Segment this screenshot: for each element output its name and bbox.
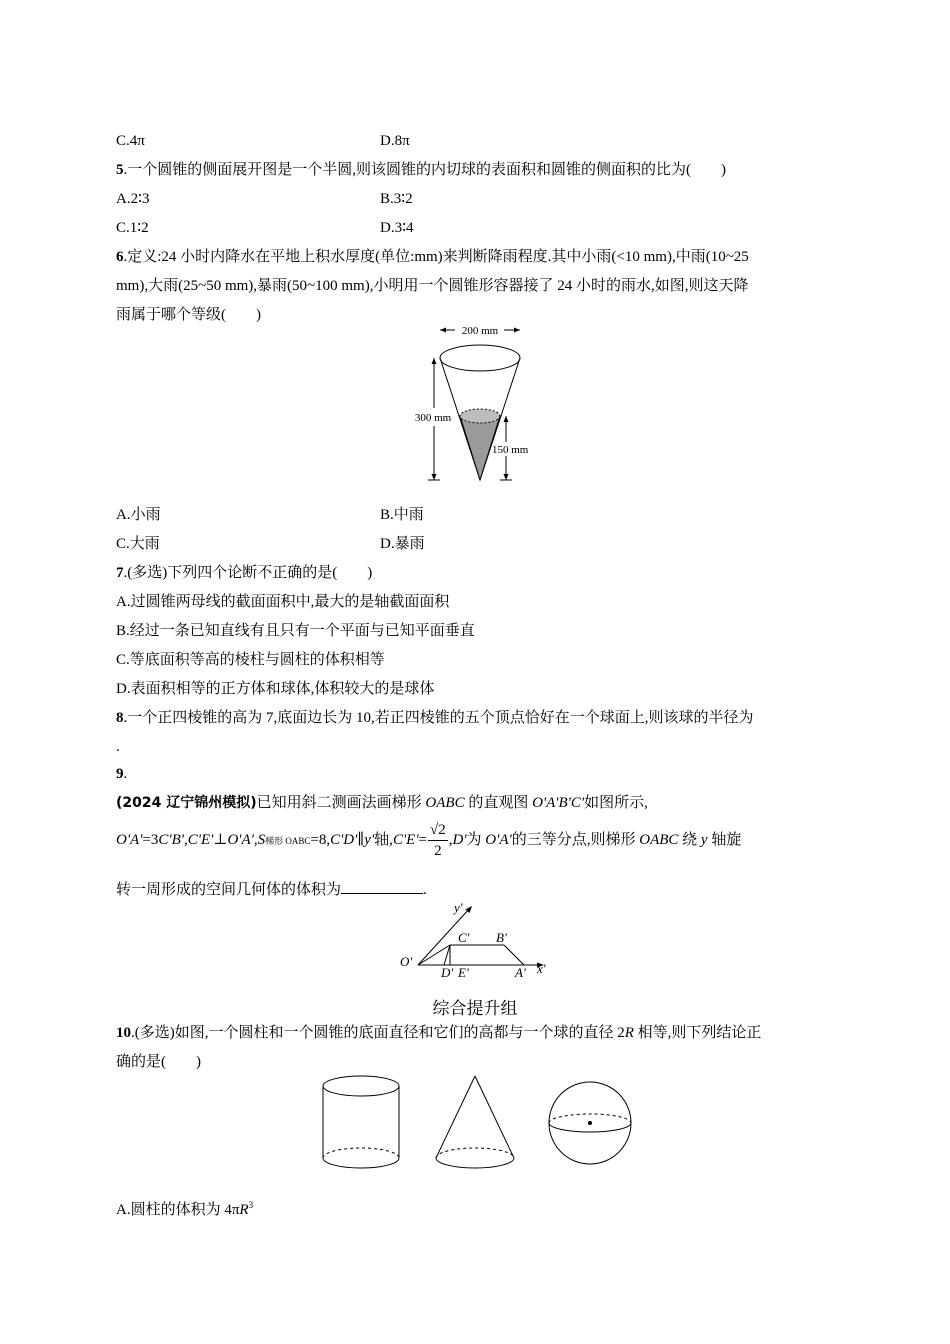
q9-line3-end: .: [423, 882, 427, 898]
q7-number: 7: [116, 565, 124, 581]
cylinder-figure: [318, 1072, 404, 1172]
cone-container-figure: [400, 322, 560, 487]
q9-c18: ,: [448, 832, 453, 848]
q5-option-b: B.3∶2: [380, 191, 413, 207]
dim-left-label: 300 mm: [414, 412, 452, 424]
q9-fraction: [428, 820, 448, 861]
section-heading: 综合提升组: [432, 999, 518, 1019]
q9-c12: C'D': [330, 832, 358, 848]
q9-c6: ⊥: [213, 832, 228, 848]
q9-c1: O'A': [116, 832, 143, 848]
q9-c21: O'A': [485, 832, 512, 848]
q10-option-a-text: A.圆柱的体积为 4π: [116, 1202, 240, 1218]
trapezoid-oblique-figure: [396, 898, 560, 978]
q9-view: O'A'B'C': [532, 795, 585, 811]
q7-option-a: A.过圆锥两母线的截面面积中,最大的是轴截面面积: [116, 594, 450, 610]
label-E: E': [458, 965, 469, 978]
q10-option-a-exponent: 3: [248, 1200, 254, 1210]
q10-R: R: [624, 1025, 634, 1041]
q9-text-c: 如图所示,: [584, 795, 648, 811]
q5-option-row-1: [116, 189, 413, 209]
q7-option-c: C.等底面积等高的棱柱与圆柱的体积相等: [116, 652, 385, 668]
q8-stem: [116, 708, 754, 728]
q9-stem-line1: [116, 793, 648, 813]
label-y-axis: y': [454, 900, 463, 915]
q9-text-b: 的直观图: [464, 795, 533, 811]
q6-option-row-1: [116, 505, 424, 525]
q4-option-c: C.4π: [116, 133, 145, 149]
q9-text-a: 已知用斜二测画法画梯形: [256, 795, 426, 811]
q7-option-b: B.经过一条已知直线有且只有一个平面与已知平面垂直: [116, 623, 475, 639]
q6-stem-line1: [116, 247, 749, 267]
q7-option-d: D.表面积相等的正方体和球体,体积较大的是球体: [116, 681, 435, 697]
answer-blank[interactable]: [341, 879, 423, 894]
q9-c17: =: [418, 832, 427, 848]
q9-c26: 轴旋: [707, 832, 742, 848]
q8-tail: .: [116, 739, 120, 755]
q9-number: 9: [116, 766, 124, 782]
q9-frac-den: 2: [434, 843, 442, 860]
q8-number: 8: [116, 710, 124, 726]
q6-option-a: A.小雨: [116, 507, 161, 523]
q5-stem: [116, 160, 726, 180]
q7-stem: [116, 563, 372, 583]
label-A: A': [515, 965, 526, 978]
q6-stem-line3: 雨属于哪个等级( ): [116, 307, 261, 323]
dim-top-label: 200 mm: [461, 325, 499, 337]
q5-option-row-2: [116, 218, 414, 238]
q10-text-1b: 相等,则下列结论正: [633, 1025, 762, 1041]
q6-option-b: B.中雨: [380, 507, 424, 523]
q9-c15: 轴,: [374, 832, 393, 848]
q4-option-d: D.8π: [380, 133, 410, 149]
label-C: C': [458, 930, 470, 945]
q10-option-a: [116, 1195, 253, 1220]
q9-source: (2024 辽宁锦州模拟): [116, 795, 257, 811]
q8-text: .一个正四棱锥的高为 7,底面边长为 10,若正四棱锥的五个顶点恰好在一个球面上,则该球的半径为: [123, 710, 754, 726]
q9-c7: O'A': [227, 832, 254, 848]
q9-stem-line3: [116, 879, 427, 900]
label-O: O': [400, 954, 413, 969]
q9-c10-subscript: 梯形 OABC: [265, 836, 311, 846]
q4-option-row: [116, 131, 410, 151]
q6-stem-line2: mm),大雨(25~50 mm),暴雨(50~100 mm),小明用一个圆锥形容器接了 24 小时的雨水,如图,则这天降: [116, 278, 749, 294]
q6-number: 6: [116, 249, 124, 265]
q9-c16: C'E': [392, 832, 419, 848]
q9-c22: 的三等分点,则梯形: [511, 832, 640, 848]
q5-text: .一个圆锥的侧面展开图是一个半圆,则该圆锥的内切球的表面积和圆锥的侧面积的比为( ): [123, 162, 726, 178]
q9-c8: ,: [253, 832, 258, 848]
q6-text-1: .定义:24 小时内降水在平地上积水厚度(单位:mm)来判断降雨程度.其中小雨(<10 mm),中雨(10~25: [123, 249, 749, 265]
q9-c11: =8,: [310, 832, 331, 848]
q6-option-d: D.暴雨: [380, 536, 425, 552]
q9-c20: 为: [466, 832, 486, 848]
sphere-figure: [545, 1080, 635, 1166]
q10-option-a-R: R: [239, 1202, 249, 1218]
q10-number: 10: [116, 1025, 131, 1041]
q9-c24: 绕: [678, 832, 701, 848]
q9-text-line3: 转一周形成的空间几何体的体积为: [116, 882, 342, 898]
q10-stem-line1: [116, 1023, 761, 1043]
q10-text-1: .(多选)如图,一个圆柱和一个圆锥的底面直径和它们的高都与一个球的直径 2: [131, 1025, 625, 1041]
label-D: D': [441, 965, 454, 978]
q5-option-d: D.3∶4: [380, 220, 414, 236]
q5-number: 5: [116, 162, 124, 178]
q6-option-row-2: [116, 534, 425, 554]
q6-option-c: C.大雨: [116, 536, 160, 552]
q9-stem-line2: [116, 820, 741, 861]
q9-c14: y': [364, 832, 375, 848]
q9-c23: OABC: [639, 832, 679, 848]
q9-frac-num: √2: [428, 820, 448, 841]
dim-right-label: 150 mm: [492, 444, 529, 456]
q9-c5: C'E': [187, 832, 214, 848]
q9-dot: .: [123, 766, 128, 782]
cone-figure: [432, 1072, 518, 1172]
q9-c2: =3: [142, 832, 159, 848]
q5-option-a: A.2∶3: [116, 191, 150, 207]
q9-number-line: [116, 764, 127, 784]
q9-c4: ,: [183, 832, 188, 848]
q9-oabc: OABC: [425, 795, 465, 811]
q9-c9: S: [257, 832, 266, 848]
label-x-axis: x': [537, 961, 546, 976]
q9-c13: ∥: [357, 832, 365, 848]
label-B: B': [496, 930, 507, 945]
q9-c3: C'B': [158, 832, 184, 848]
q5-option-c: C.1∶2: [116, 220, 149, 236]
q7-text: .(多选)下列四个论断不正确的是( ): [123, 565, 373, 581]
q9-c25: y: [700, 832, 708, 848]
q10-stem-line2: 确的是( ): [116, 1054, 201, 1070]
q9-c19: D': [452, 832, 467, 848]
